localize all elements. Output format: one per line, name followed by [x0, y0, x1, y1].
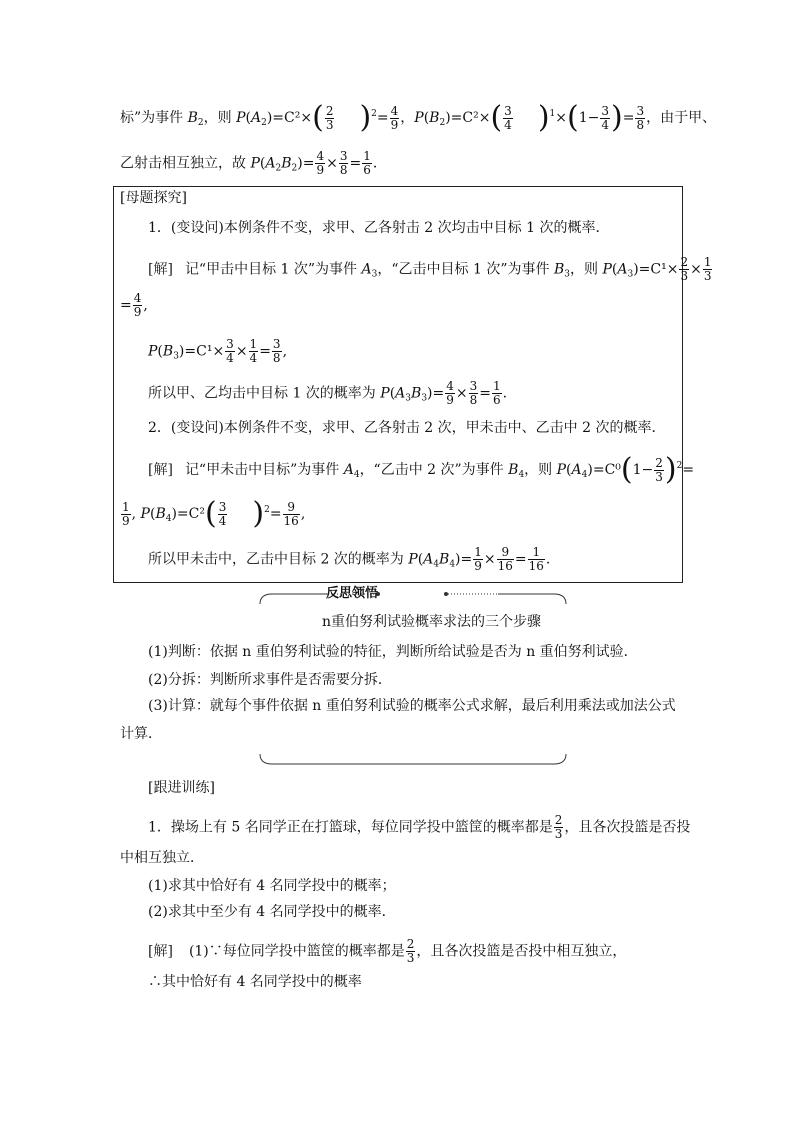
fraction: $\frac{1}{9}$ — [122, 499, 130, 528]
reflection-bottom-frame — [258, 752, 568, 768]
fraction: $\frac{9}{16}$ — [497, 545, 513, 573]
solution-marker: [解] — [148, 943, 173, 960]
practice-sub1: (1)求其中恰好有 4 名同学投中的概率； — [148, 878, 396, 894]
fraction: $\frac{3}{8}$ — [469, 379, 478, 407]
fraction: $\frac{3}{8}$ — [272, 337, 281, 365]
text: ，“乙击中目标 1 次”为事件 — [377, 261, 554, 278]
text: 标”为事件 — [120, 110, 188, 126]
text: 记“甲未击中目标”为事件 — [184, 462, 344, 478]
fraction: $\frac{1}{9}$ — [474, 545, 482, 573]
text: 记“甲击中目标 1 次”为事件 — [184, 261, 362, 278]
fraction: $\frac{3}{8}$ — [339, 149, 348, 177]
reflection-p3b: 计算． — [120, 726, 162, 742]
inquiry-t3: 所以甲未击中，乙击中目标 2 次的概率为 $P(A_4B_4)=$ $\frac{1}{9}$ × $\frac{9}{16}$ = $\frac{1}{16}$ . — [148, 545, 551, 573]
fraction: $\frac{2}{3}$ — [680, 255, 689, 283]
fraction: $\frac{4}{9}$ — [316, 149, 325, 177]
practice-title: [跟进训练] — [148, 780, 215, 796]
reflection-top-frame — [258, 586, 568, 606]
inquiry-t2: $\frac{1}{9}$ , $P(B_4)=C^2$( $\frac{3}{4}$ )$^2$= $\frac{9}{16}$ , — [122, 496, 306, 531]
reflection-title: n重伯努利试验概率求法的三个步骤 — [322, 614, 542, 630]
inquiry-q2: 2．(变设问)本例条件不变，求甲、乙各射击 2 次，甲未击中、乙击中 2 次的概率． — [148, 420, 666, 436]
text: ，则 — [203, 110, 237, 126]
fraction: $\frac{2}{3}$ — [406, 937, 415, 965]
inquiry-s1: [解] 记“甲击中目标 1 次”为事件 $A_3$，“乙击中目标 1 次”为事件 $B_3$，则 $P(A_3)=C^1\times$ $\frac{2}{3}$ × $\frac{1}{3}$ — [148, 255, 712, 283]
fraction: $\frac{9}{16}$ — [283, 499, 299, 528]
inquiry-title: [母题探究] — [120, 190, 187, 206]
practice-a2: ∴其中恰好有 4 名同学投中的概率 — [148, 974, 362, 990]
inquiry-s1-cont: = $\frac{4}{9}$ , — [120, 291, 148, 319]
fraction: $\frac{2}{3}$ — [554, 813, 563, 841]
fraction: $\frac{3}{8}$ — [636, 103, 645, 132]
math: B — [187, 110, 198, 126]
fraction: $\frac{1}{16}$ — [528, 545, 544, 573]
reflection-p2: (2)分拆：判断所求事件是否需要分拆． — [148, 672, 392, 688]
fraction: $\frac{3}{4}$ — [504, 103, 512, 132]
practice-sub2: (2)求其中至少有 4 名同学投中的概率． — [148, 904, 396, 920]
reflection-p3a: (3)计算：就每个事件依据 n 重伯努利试验的概率公式求解，最后利用乘法或加法公式 — [148, 698, 676, 714]
text: ，则 — [569, 261, 603, 278]
math: P — [236, 110, 246, 126]
practice-q1-cont: 中相互独立． — [120, 850, 204, 866]
text: 所以甲、乙均击中目标 1 次的概率为 — [148, 385, 381, 402]
inquiry-t1: [解] 记“甲未击中目标”为事件 $A_4$，“乙击中 2 次”为事件 $B_4$，则 $P(A_4)=C^0(1-$ $\frac{2}{3}$ )$^2$= — [148, 452, 695, 487]
fraction: $\frac{2}{3}$ — [325, 103, 334, 132]
reflection-p1: (1)判断：依据 n 重伯努利试验的特征，判断所给试验是否为 n 重伯努利试验． — [148, 644, 638, 660]
top-line-1: 标”为事件 $B_2$，则 $P(A_2)=C^2\times$( $\frac{2}{3}$ )$^2$= $\frac{4}{9}$ ，$P(B_2)=C^2\times$( $\frac{3}{4}$ )$^1$×(1− $\frac{3}{4}$ )= $\frac{3}{8}$ ，由于甲、 — [120, 100, 717, 135]
fraction: $\frac{4}{9}$ — [446, 379, 454, 407]
fraction: $\frac{3}{4}$ — [218, 499, 227, 528]
fraction: $\frac{4}{9}$ — [133, 291, 142, 319]
text: ， — [400, 110, 415, 126]
text: 所以甲未击中，乙击中目标 2 次的概率为 — [148, 551, 409, 568]
text: ，“乙击中 2 次”为事件 — [359, 462, 509, 478]
fraction: $\frac{1}{4}$ — [249, 337, 258, 365]
inquiry-s3: 所以甲、乙均击中目标 1 次的概率为 $P(A_3B_3)=$ $\frac{4}{9}$ × $\frac{3}{8}$ = $\frac{1}{6}$ . — [148, 379, 508, 407]
text: 乙射击相互独立，故 — [120, 155, 251, 172]
practice-a1 — [148, 938, 626, 965]
practice-q1 — [148, 814, 690, 841]
inquiry-s2: $P(B_3)=C^1\times$ $\frac{3}{4}$ × $\frac{1}{4}$ = $\frac{3}{8}$ , — [148, 337, 288, 365]
fraction: $\frac{1}{6}$ — [493, 379, 501, 407]
inquiry-q1: 1．(变设问)本例条件不变，求甲、乙各射击 2 次均击中目标 1 次的概率． — [148, 220, 610, 236]
text: ，且各次投篮是否投 — [564, 819, 691, 836]
text: ． — [372, 155, 387, 172]
text: ，则 — [524, 462, 557, 478]
fraction: $\frac{1}{3}$ — [703, 255, 712, 283]
fraction: $\frac{3}{4}$ — [601, 103, 609, 132]
solution-marker: [解] — [148, 462, 173, 478]
text: ，由于甲、 — [646, 110, 717, 126]
solution-marker: [解] — [148, 261, 173, 278]
text: ，且各次投篮是否投中相互独立， — [416, 943, 627, 960]
fraction: $\frac{1}{6}$ — [363, 149, 371, 177]
top-line-2: 乙射击相互独立，故 $P(A_2B_2)=$ $\frac{4}{9}$ × $\frac{3}{8}$ = $\frac{1}{6}$ ． — [120, 149, 387, 177]
fraction: $\frac{2}{3}$ — [655, 455, 663, 484]
text: 1．操场上有 5 名同学正在打篮球，每位同学投中篮筐的概率都是 — [148, 819, 553, 836]
fraction: $\frac{3}{4}$ — [226, 337, 234, 365]
text: (1)∵每位同学投中篮筐的概率都是 — [188, 943, 405, 960]
fraction: $\frac{4}{9}$ — [390, 103, 399, 132]
reflection-header: 反思领悟 — [326, 586, 379, 601]
